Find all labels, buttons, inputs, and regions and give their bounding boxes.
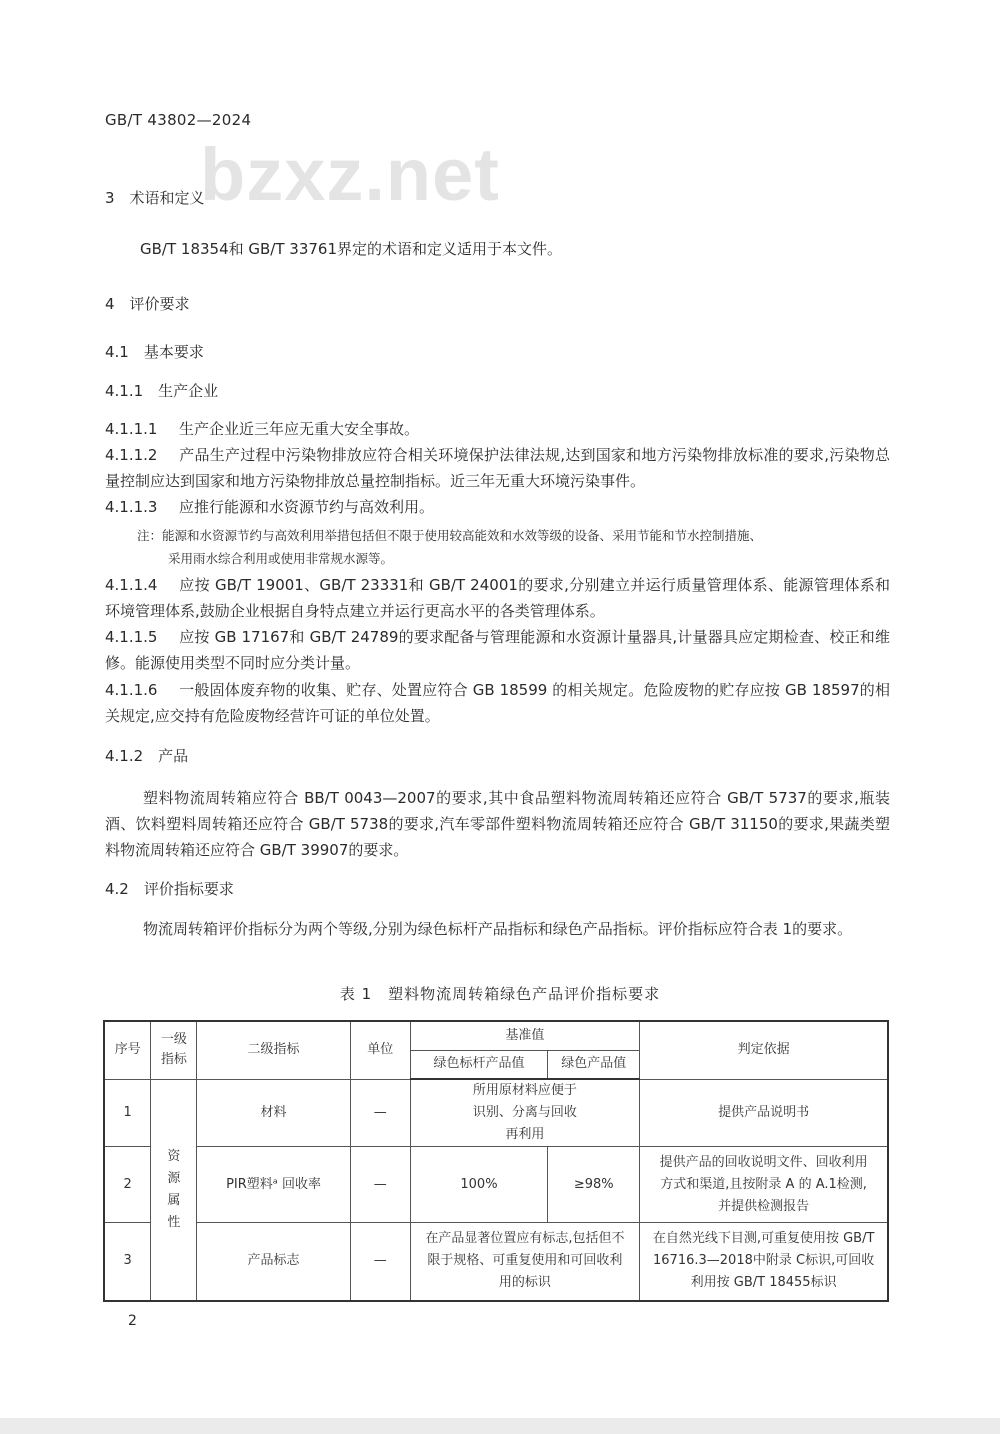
clause-4-1-1-3: [105, 494, 890, 520]
clause-4-1-1-1: [105, 416, 890, 442]
note-line-2: 采用雨水综合利用或使用非常规水源等。: [168, 551, 394, 566]
row-merged-value: 在产品显著位置应有标志,包括但不限于规格、可重复使用和可回收利用的标识: [410, 1223, 640, 1301]
clause-number: 4.1.1.6: [105, 681, 158, 699]
clause-number: 4.1.1.3: [105, 498, 158, 516]
row-indicator: 产品标志: [197, 1223, 350, 1301]
row-no: 3: [104, 1223, 151, 1301]
row-no: 2: [104, 1147, 151, 1223]
watermark: bzxz.net: [200, 133, 500, 216]
section-4-2-heading: 4.2 评价指标要求: [105, 880, 234, 898]
clause-number: 4.1.1.4: [105, 576, 158, 594]
row-merged-value: 所用原材料应便于识别、分离与回收再利用: [410, 1079, 640, 1147]
table-caption: 表 1 塑料物流周转箱绿色产品评价指标要求: [339, 985, 661, 1003]
clause-text: 生产企业近三年应无重大安全事故。: [179, 420, 420, 438]
clause-text: 应按 GB/T 19001、GB/T 23331和 GB/T 24001的要求,分别建立并运行质量管理体系、能源管理体系和环境管理体系,鼓励企业根据自身特点建立并运行更高水平的各类管理体系。: [105, 576, 890, 620]
clause-4-1-1-6: [105, 677, 890, 729]
row-basis: 在自然光线下目测,可重复使用按 GB/T 16716.3—2018中附录 C标识,可回收利用按 GB/T 18455标识: [640, 1223, 888, 1301]
header-level2: 二级指标: [197, 1021, 350, 1079]
standard-code: GB/T 43802—2024: [105, 111, 252, 129]
row-unit: —: [350, 1079, 410, 1147]
section-4-1-heading: 4.1 基本要求: [105, 343, 204, 361]
row-basis: 提供产品说明书: [640, 1079, 888, 1147]
clause-text: 一般固体废弃物的收集、贮存、处置应符合 GB 18599 的相关规定。危险废物的贮存应按 GB 18597的相关规定,应交持有危险废物经营许可证的单位处置。: [105, 681, 890, 725]
clause-text: 应推行能源和水资源节约与高效利用。: [179, 498, 435, 516]
row-green: ≥98%: [548, 1147, 640, 1223]
clause-number: 4.1.1.2: [105, 446, 158, 464]
note-line-1: 注：能源和水资源节约与高效利用举措包括但不限于使用较高能效和水效等级的设备、采用节能和节水控制措施、: [137, 528, 763, 543]
group-resource-attribute: 资源属性: [151, 1079, 197, 1301]
evaluation-table: [103, 1020, 889, 1302]
viewer-bottom-bar: [0, 1418, 1000, 1434]
clause-4-1-1-4: [105, 572, 890, 624]
row-indicator: 材料: [197, 1079, 350, 1147]
clause-4-1-1-2: [105, 442, 890, 494]
header-base-value: 基准值: [410, 1021, 640, 1050]
clause-number: 4.1.1.1: [105, 420, 158, 438]
page-number: 2: [128, 1313, 137, 1329]
clause-4-1-1-5: [105, 624, 890, 676]
section-4-2-text: 物流周转箱评价指标分为两个等级,分别为绿色标杆产品指标和绿色产品指标。评价指标应符合表 1的要求。: [143, 920, 853, 938]
row-indicator: PIR塑料ᵃ 回收率: [197, 1147, 350, 1223]
clause-text: 产品生产过程中污染物排放应符合相关环境保护法律法规,达到国家和地方污染物排放标准的要求,污染物总量控制应达到国家和地方污染物排放总量控制指标。近三年无重大环境污染事件。: [105, 446, 890, 490]
section-4-heading: 4 评价要求: [105, 295, 190, 313]
header-basis: 判定依据: [640, 1021, 888, 1079]
header-benchmark: 绿色标杆产品值: [410, 1050, 548, 1079]
header-unit: 单位: [350, 1021, 410, 1079]
section-4-1-2-heading: 4.1.2 产品: [105, 747, 189, 765]
row-no: 1: [104, 1079, 151, 1147]
section-3-heading: 3 术语和定义: [105, 189, 205, 207]
clause-text: 应按 GB 17167和 GB/T 24789的要求配备与管理能源和水资源计量器具,计量器具应定期检查、校正和维修。能源使用类型不同时应分类计量。: [105, 628, 890, 672]
section-3-text: GB/T 18354和 GB/T 33761界定的术语和定义适用于本文件。: [140, 240, 563, 258]
header-no: 序号: [104, 1021, 151, 1079]
header-green: 绿色产品值: [548, 1050, 640, 1079]
row-basis: 提供产品的回收说明文件、回收利用方式和渠道,且按附录 A 的 A.1检测,并提供检测报告: [640, 1147, 888, 1223]
header-level1: 一级指标: [151, 1021, 197, 1079]
clause-number: 4.1.1.5: [105, 628, 158, 646]
section-4-1-1-heading: 4.1.1 生产企业: [105, 382, 219, 400]
section-4-1-2-text: 塑料物流周转箱应符合 BB/T 0043—2007的要求,其中食品塑料物流周转箱还应符合 GB/T 5737的要求,瓶装酒、饮料塑料周转箱还应符合 GB/T 5738的要求,汽车零部件塑料物流周转箱还应符合 GB/T 31150的要求,果蔬类塑料物流周转箱还应符合 GB/T 39907的要求。: [105, 789, 890, 859]
row-benchmark: 100%: [410, 1147, 548, 1223]
table-row: [104, 1223, 888, 1301]
table-row: [104, 1079, 888, 1147]
row-unit: —: [350, 1147, 410, 1223]
row-unit: —: [350, 1223, 410, 1301]
table-row: [104, 1147, 888, 1223]
